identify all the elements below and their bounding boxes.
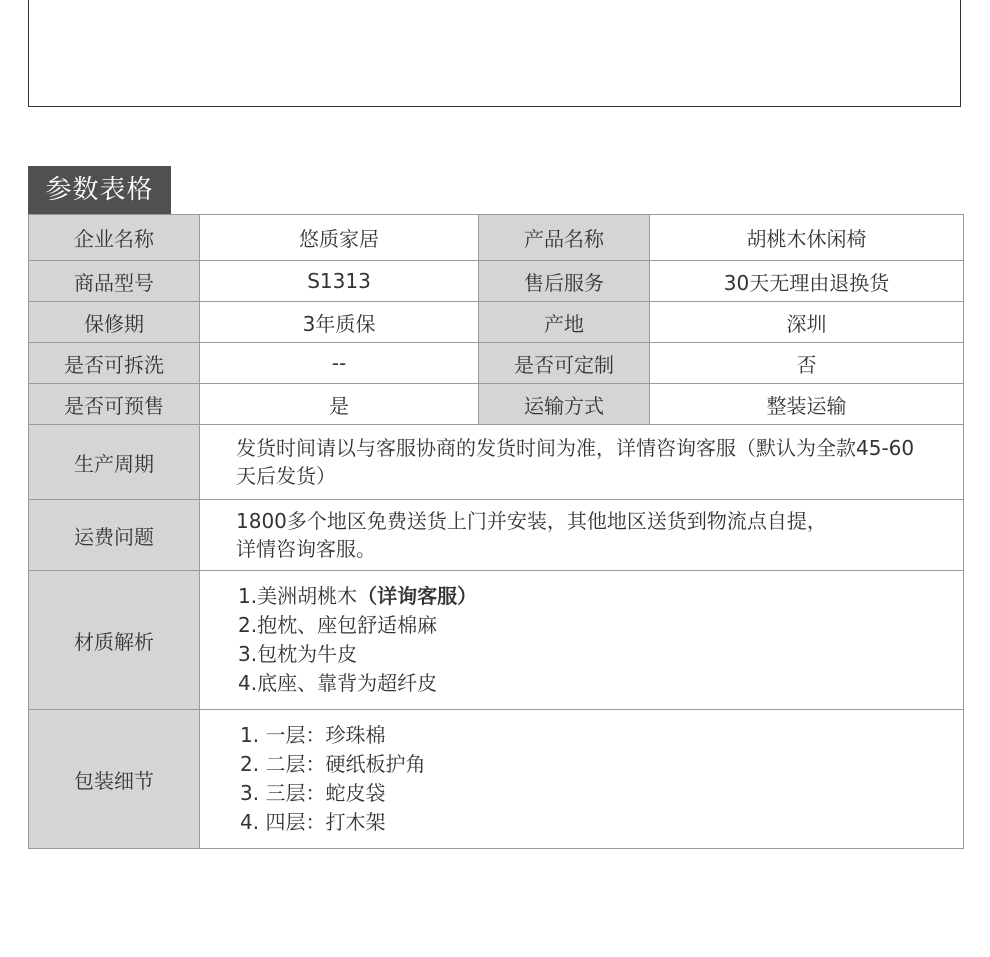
label-production-cycle: 生产周期	[29, 425, 200, 500]
material-line: 2.抱枕、座包舒适棉麻	[238, 613, 438, 637]
label-after-sales: 售后服务	[479, 261, 650, 302]
table-row	[29, 343, 964, 384]
spec-table	[28, 214, 964, 849]
label-origin: 产地	[479, 302, 650, 343]
section-title: 参数表格	[28, 166, 171, 214]
table-row	[29, 302, 964, 343]
value-warranty: 3年质保	[200, 302, 479, 343]
label-company: 企业名称	[29, 215, 200, 261]
value-washable: --	[200, 343, 479, 384]
material-wood: 1.美洲胡桃木	[238, 584, 358, 608]
material-line: 4.底座、靠背为超纤皮	[238, 671, 438, 695]
table-row	[29, 261, 964, 302]
value-packaging	[200, 710, 964, 849]
value-presale: 是	[200, 384, 479, 425]
label-washable: 是否可拆洗	[29, 343, 200, 384]
value-customizable: 否	[650, 343, 964, 384]
shipping-line: 详情咨询客服。	[236, 537, 376, 561]
top-content-frame	[28, 0, 961, 107]
value-origin: 深圳	[650, 302, 964, 343]
table-row	[29, 384, 964, 425]
table-row	[29, 425, 964, 500]
table-row	[29, 571, 964, 710]
label-material: 材质解析	[29, 571, 200, 710]
packaging-item: 4. 四层：打木架	[240, 810, 386, 834]
packaging-item: 1. 一层：珍珠棉	[240, 723, 386, 747]
label-product-name: 产品名称	[479, 215, 650, 261]
label-packaging: 包装细节	[29, 710, 200, 849]
label-presale: 是否可预售	[29, 384, 200, 425]
packaging-item: 3. 三层：蛇皮袋	[240, 781, 386, 805]
material-line: 3.包枕为牛皮	[238, 642, 358, 666]
shipping-line: 1800多个地区免费送货上门并安装，其他地区送货到物流点自提，	[236, 509, 827, 533]
value-transport: 整装运输	[650, 384, 964, 425]
material-line	[238, 582, 963, 611]
value-material	[200, 571, 964, 710]
label-model: 商品型号	[29, 261, 200, 302]
value-product-name: 胡桃木休闲椅	[650, 215, 964, 261]
material-note: （详询客服）	[357, 584, 478, 608]
packaging-item: 2. 二层：硬纸板护角	[240, 752, 426, 776]
label-transport: 运输方式	[479, 384, 650, 425]
value-production-cycle: 发货时间请以与客服协商的发货时间为准，详情咨询客服（默认为全款45-60天后发货）	[200, 425, 964, 500]
value-after-sales: 30天无理由退换货	[650, 261, 964, 302]
value-model: S1313	[200, 261, 479, 302]
table-row	[29, 500, 964, 571]
label-customizable: 是否可定制	[479, 343, 650, 384]
value-shipping	[200, 500, 964, 571]
table-row	[29, 710, 964, 849]
label-shipping: 运费问题	[29, 500, 200, 571]
value-company: 悠质家居	[200, 215, 479, 261]
label-warranty: 保修期	[29, 302, 200, 343]
table-row	[29, 215, 964, 261]
